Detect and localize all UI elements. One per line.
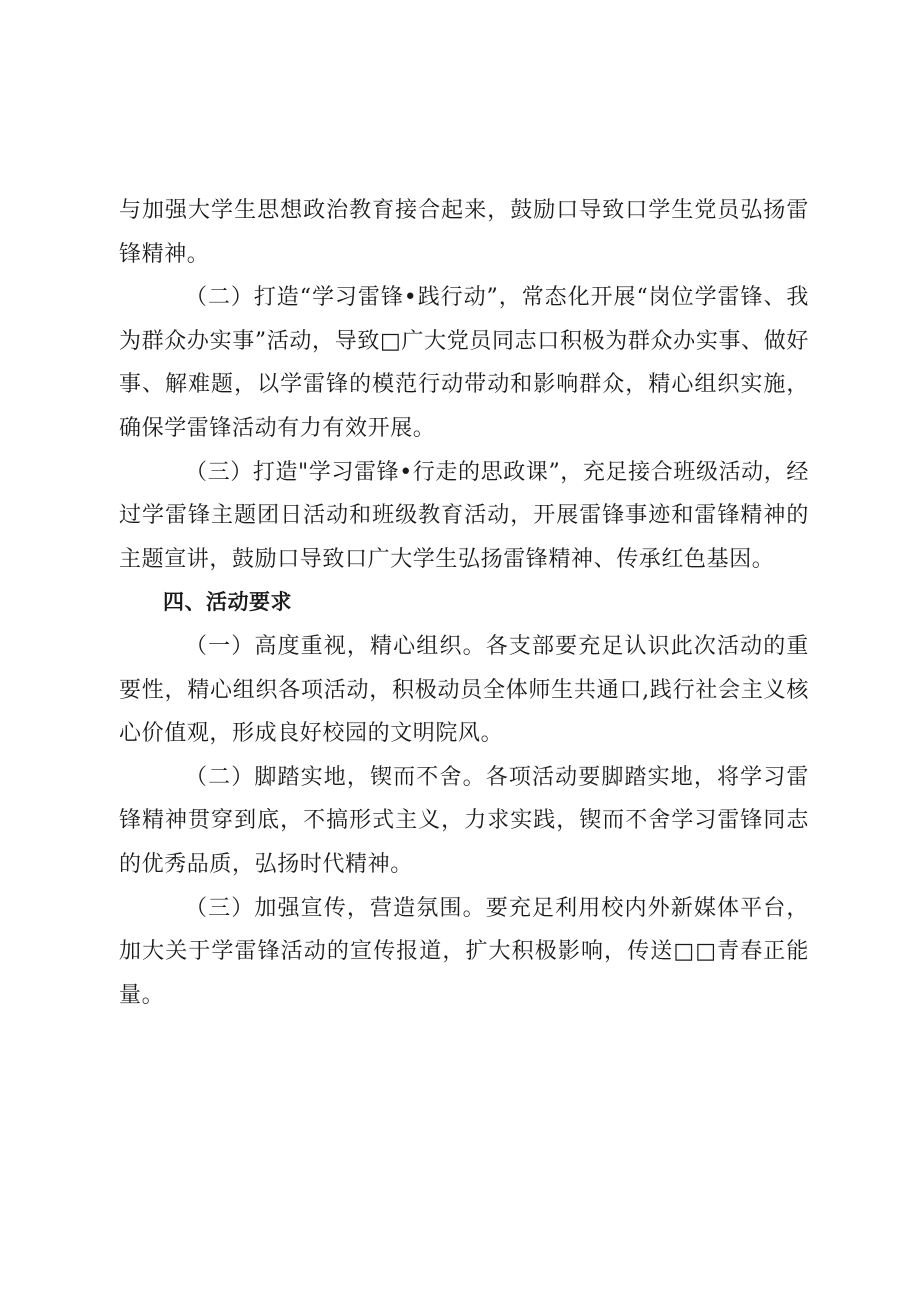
document-body bbox=[119, 189, 809, 1017]
paragraph-continuation: 与加强大学生思想政治教育接合起来，鼓励口导致口学生党员弘扬雷锋精神。 bbox=[119, 198, 809, 267]
requirement-item-2: （二）脚踏实地，锲而不舍。各项活动要脚踏实地，将学习雷锋精神贯穿到底，不搞形式主义，力求实践，锲而不舍学习雷锋同志的优秀品质，弘扬时代精神。 bbox=[119, 764, 809, 877]
paragraph-item-3: （三）打造"学习雷锋•行走的思政课”，充足接合班级活动，经过学雷锋主题团日活动和班级教育活动，开展雷锋事迹和雷锋精神的主题宣讲，鼓励口导致口广大学生弘扬雷锋精神、传承红色基因。 bbox=[119, 459, 809, 572]
requirement-item-3: （三）加强宣传，营造氛围。要充足利用校内外新媒体平台，加大关于学雷锋活动的宣传报道，扩大积极影响，传送□□青春正能量。 bbox=[119, 895, 809, 1008]
section-heading: 四、活动要求 bbox=[163, 590, 292, 615]
requirement-item-1: （一）高度重视，精心组织。各支部要充足认识此次活动的重要性，精心组织各项活动，积极动员全体师生共通口,践行社会主义核心价值观，形成良好校园的文明院风。 bbox=[119, 633, 809, 747]
paragraph-item-2: （二）打造“学习雷锋•践行动”，常态化开展“岗位学雷锋、我为群众办实事”活动，导致□广大党员同志口积极为群众办实事、做好事、解难题，以学雷锋的模范行动带动和影响群众，精心组织实施，确保学雷锋活动有力有效开展。 bbox=[119, 285, 809, 441]
